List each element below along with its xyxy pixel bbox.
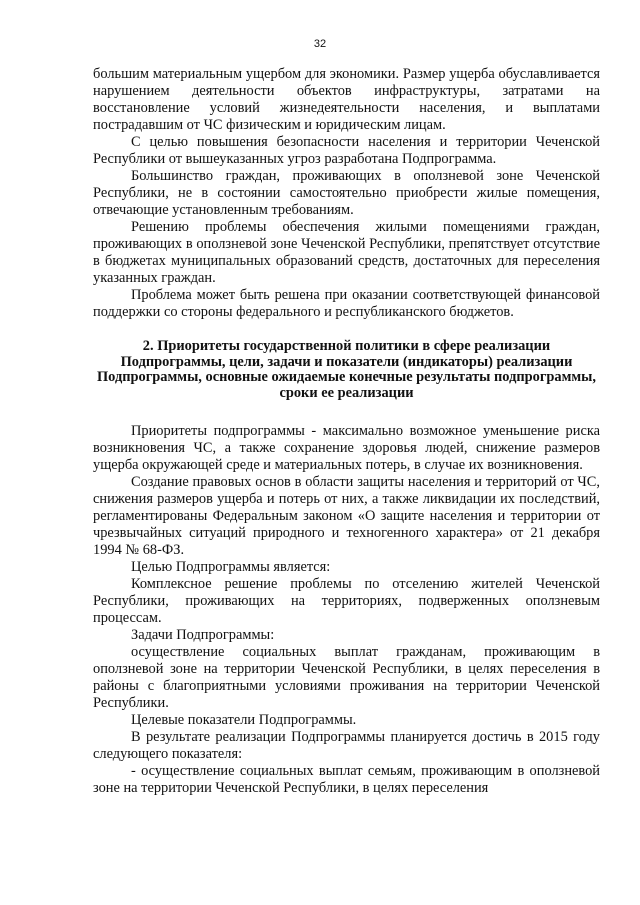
paragraph: С целью повышения безопасности населения и территории Чеченской Республики от вышеуказанных угроз разработана Подпрограмма. [93,134,600,167]
paragraph: Проблема может быть решена при оказании соответствующей финансовой поддержки со стороны федерального и республиканского бюджетов. [93,287,600,320]
paragraph: Целью Подпрограммы является: [131,559,331,575]
paragraph: Создание правовых основ в области защиты населения и территорий от ЧС, снижения размеров ущерба и потерь от них, а также ликвидации их последствий, регламентированы Федеральным законом «О защите населения и территории от чрезвычайных ситуаций природного и техногенного характера» от 21 декабря 1994 № 68-ФЗ. [93,474,600,558]
paragraph: - осуществление социальных выплат семьям, проживающим в оползневой зоне на территории Чеченской Республики, в целях переселения [93,763,600,796]
paragraph: большим материальным ущербом для экономики. Размер ущерба обуславливается нарушением деятельности объектов инфраструктуры, затратами на восстановление условий жизнедеятельности населения, и выплатами пострадавшим от ЧС физическим и юридическим лицам. [93,66,600,133]
paragraph: Комплексное решение проблемы по отселению жителей Чеченской Республики, проживающих на территориях, подверженных оползневым процессам. [93,576,600,626]
paragraph: В результате реализации Подпрограммы планируется достичь в 2015 году следующего показателя: [93,729,600,762]
document-body [93,66,600,797]
paragraph: Целевые показатели Подпрограммы. [131,712,357,728]
paragraph: Большинство граждан, проживающих в оползневой зоне Чеченской Республики, не в состоянии самостоятельно приобрести жилые помещения, отвечающие установленным требованиям. [93,168,600,218]
paragraphs-after-section [93,423,600,797]
paragraph: Задачи Подпрограммы: [131,627,275,643]
page-number: 32 [313,38,327,50]
paragraphs-before-section [93,66,600,321]
paragraph: осуществление социальных выплат гражданам, проживающим в оползневой зоне на территории Чеченской Республики, в целях переселения в районы с благоприятными условиями проживания на территории Чеченской Республики. [93,644,600,711]
section-heading: 2. Приоритеты государственной политики в сфере реализации Подпрограммы, цели, задачи и показатели (индикаторы) реализации Подпрограммы, основные ожидаемые конечные результаты подпрограммы, сроки ее реализации [96,338,597,401]
paragraph: Приоритеты подпрограммы - максимально возможное уменьшение риска возникновения ЧС, а также сохранение здоровья людей, снижение размеров ущерба окружающей среде и материальных потерь, в случае их возникновения. [93,423,600,473]
paragraph: Решению проблемы обеспечения жилыми помещениями граждан, проживающих в оползневой зоне Чеченской Республики, препятствует отсутствие в бюджетах муниципальных образований средств, достаточных для переселения указанных граждан. [93,219,600,286]
